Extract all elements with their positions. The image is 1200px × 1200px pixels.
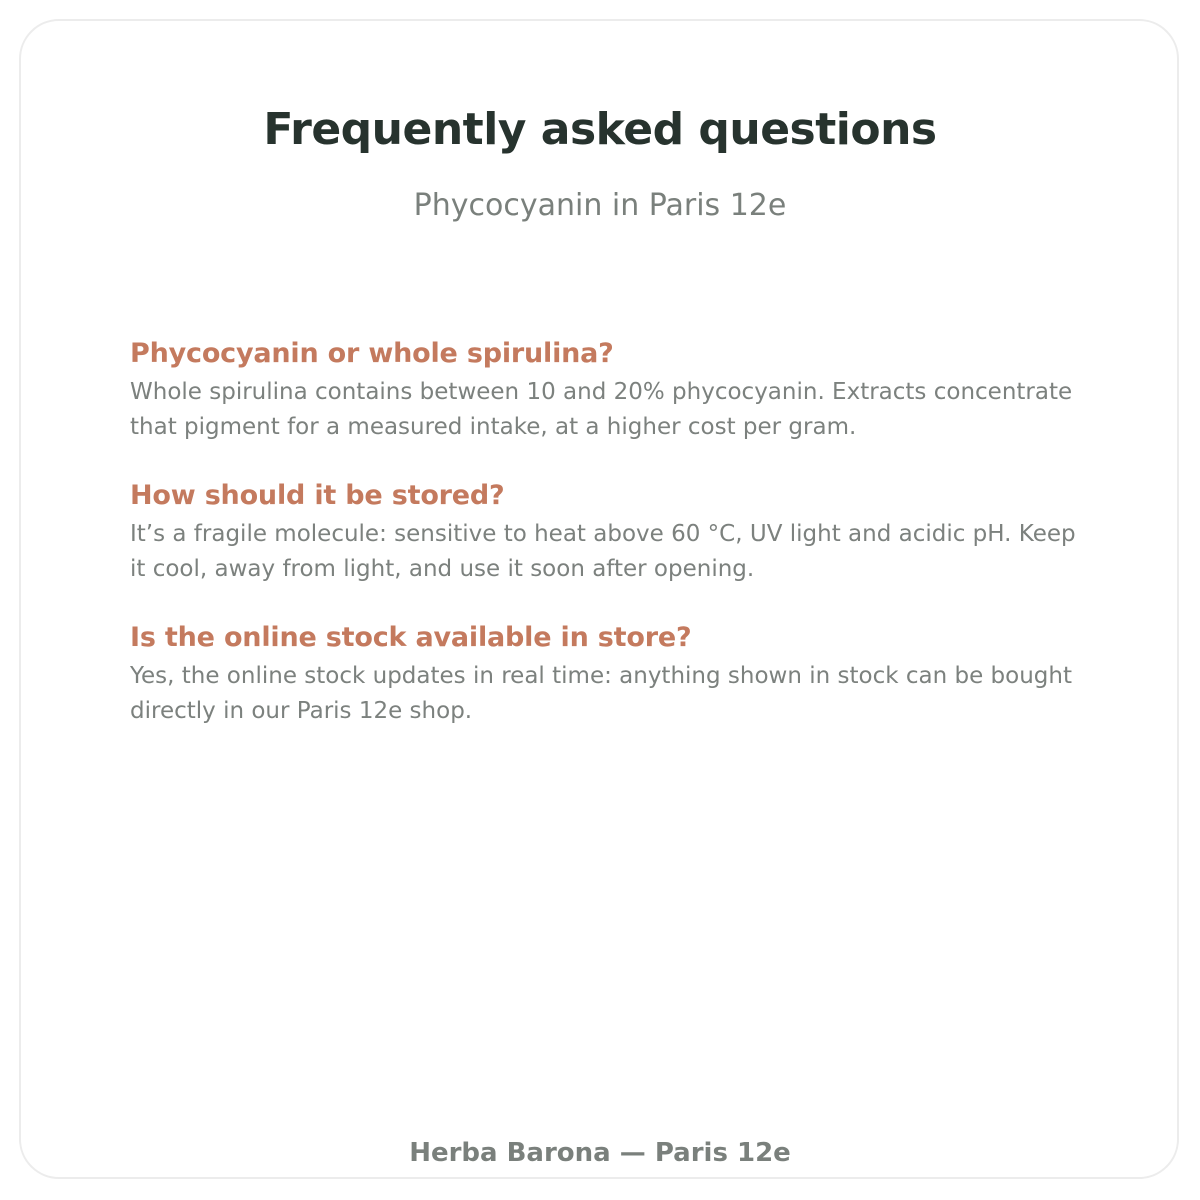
faq-question: How should it be stored? [130, 480, 505, 511]
faq-answer: Yes, the online stock updates in real time: anything shown in stock can be bought directly in our Paris 12e shop. [130, 663, 1073, 724]
faq-list [130, 335, 1080, 761]
page-title: Frequently asked questions [263, 104, 937, 155]
faq-item [130, 477, 1080, 587]
faq-answer: It’s a fragile molecule: sensitive to heat above 60 °C, UV light and acidic pH. Keep it cool, away from light, and use it soon after opening. [130, 521, 1076, 582]
page-subtitle: Phycocyanin in Paris 12e [413, 188, 787, 223]
faq-item [130, 335, 1080, 445]
faq-question: Is the online stock available in store? [130, 622, 692, 653]
faq-item [130, 619, 1080, 729]
footer-brand: Herba Barona — Paris 12e [409, 1138, 791, 1168]
faq-question: Phycocyanin or whole spirulina? [130, 338, 614, 369]
faq-answer: Whole spirulina contains between 10 and 20% phycocyanin. Extracts concentrate that pigment for a measured intake, at a higher cost per gram. [130, 379, 1073, 440]
